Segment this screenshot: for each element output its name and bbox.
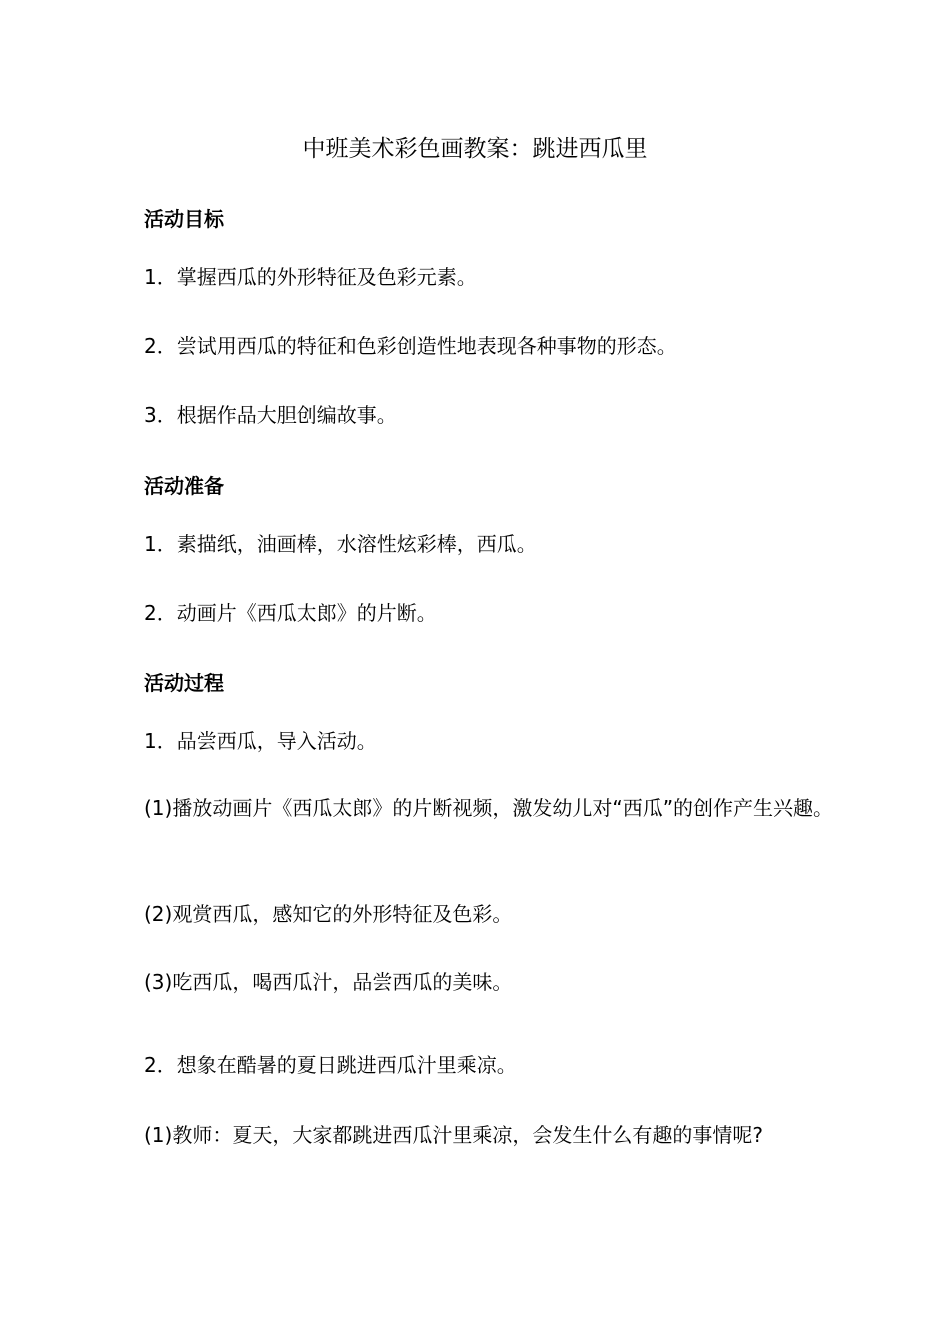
goal-item-2: 2．尝试用西瓜的特征和色彩创造性地表现各种事物的形态。: [144, 334, 677, 358]
goal-item-3: 3．根据作品大胆创编故事。: [144, 403, 397, 427]
goal-item-1: 1．掌握西瓜的外形特征及色彩元素。: [144, 265, 477, 289]
prep-item-2: 2．动画片《西瓜太郎》的片断。: [144, 601, 437, 625]
process-item-2: 2．想象在酷暑的夏日跳进西瓜汁里乘凉。: [144, 1053, 517, 1077]
section-heading-process: 活动过程: [144, 671, 224, 695]
process-item-1-sub-3: (3)吃西瓜，喝西瓜汁，品尝西瓜的美味。: [144, 970, 513, 994]
section-heading-preparation: 活动准备: [144, 474, 224, 498]
process-item-1: 1．品尝西瓜，导入活动。: [144, 729, 377, 753]
process-item-1-sub-2: (2)观赏西瓜，感知它的外形特征及色彩。: [144, 902, 513, 926]
prep-item-1: 1．素描纸，油画棒，水溶性炫彩棒，西瓜。: [144, 532, 537, 556]
process-item-2-sub-1: (1)教师：夏天，大家都跳进西瓜汁里乘凉，会发生什么有趣的事情呢?: [144, 1123, 763, 1147]
process-item-1-sub-1: (1)播放动画片《西瓜太郎》的片断视频，激发幼儿对“西瓜”的创作产生兴趣。: [144, 796, 834, 820]
section-heading-goals: 活动目标: [144, 207, 224, 231]
document-title: 中班美术彩色画教案：跳进西瓜里: [302, 136, 648, 162]
